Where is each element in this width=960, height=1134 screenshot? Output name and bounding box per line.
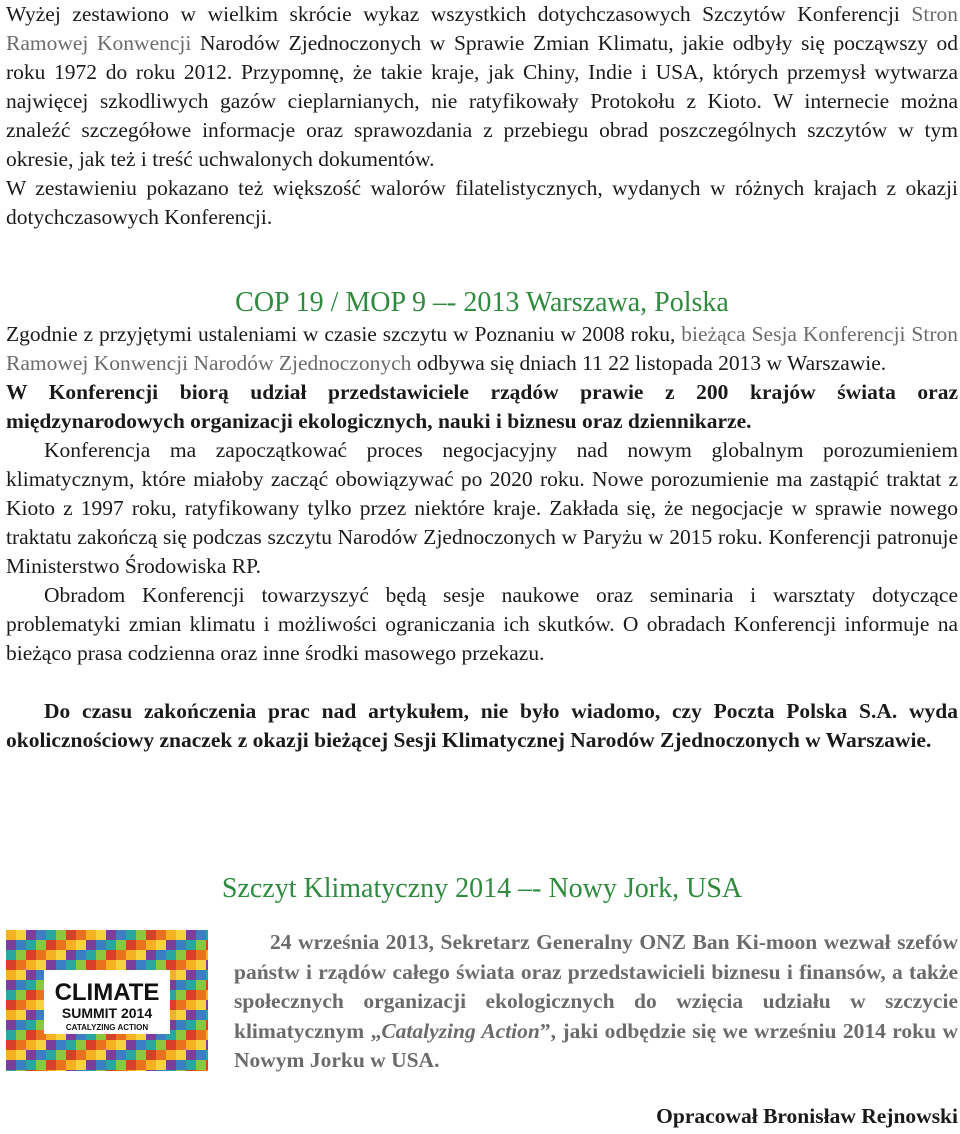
logo-mosaic-tile <box>16 940 26 950</box>
logo-mosaic-tile <box>56 1070 66 1071</box>
logo-mosaic-tile <box>56 930 66 940</box>
intro-section <box>6 0 958 232</box>
logo-mosaic-tile <box>26 950 36 960</box>
logo-mosaic-tile <box>146 960 156 970</box>
logo-mosaic-tile <box>156 1040 166 1050</box>
intro-link[interactable]: Stron Ramowej Konwencji <box>6 2 958 55</box>
logo-mosaic-tile <box>26 1060 36 1070</box>
logo-mosaic-tile <box>56 1060 66 1070</box>
logo-mosaic-tile <box>146 1060 156 1070</box>
logo-mosaic-tile <box>146 1040 156 1050</box>
logo-mosaic-tile <box>176 930 186 940</box>
logo-mosaic-tile <box>66 930 76 940</box>
logo-mosaic-tile <box>146 1070 156 1071</box>
logo-mosaic-tile <box>116 1040 126 1050</box>
logo-mosaic-tile <box>176 1060 186 1070</box>
logo-mosaic-tile <box>196 1060 206 1070</box>
logo-mosaic-tile <box>126 1040 136 1050</box>
logo-mosaic-tile <box>66 1060 76 1070</box>
logo-mosaic-tile <box>56 1040 66 1050</box>
logo-mosaic-tile <box>6 1040 16 1050</box>
climate-summit-logo <box>6 930 208 1071</box>
logo-mosaic-tile <box>196 950 206 960</box>
logo-mosaic-tile <box>126 950 136 960</box>
logo-mosaic-tile <box>36 940 46 950</box>
logo-mosaic-tile <box>96 1040 106 1050</box>
logo-mosaic-tile <box>186 980 196 990</box>
logo-mosaic-tile <box>66 1040 76 1050</box>
logo-mosaic-tile <box>186 1070 196 1071</box>
logo-mosaic-tile <box>76 930 86 940</box>
logo-mosaic-tile <box>186 990 196 1000</box>
logo-mosaic-tile <box>56 1050 66 1060</box>
logo-mosaic-tile <box>176 1040 186 1050</box>
logo-mosaic-tile <box>76 1040 86 1050</box>
logo-text-climate: CLIMATE <box>54 979 160 1006</box>
logo-mosaic-tile <box>206 1060 208 1070</box>
logo-mosaic-tile <box>6 930 16 940</box>
logo-mosaic-tile <box>136 1070 146 1071</box>
logo-mosaic-tile <box>106 1060 116 1070</box>
logo-mosaic-tile <box>176 1010 186 1020</box>
logo-mosaic-tile <box>196 1020 206 1030</box>
logo-mosaic-tile <box>76 940 86 950</box>
logo-mosaic-tile <box>136 1050 146 1060</box>
logo-mosaic-tile <box>186 1050 196 1060</box>
logo-mosaic-tile <box>176 1030 186 1040</box>
logo-mosaic-tile <box>76 1060 86 1070</box>
logo-mosaic-tile <box>56 960 66 970</box>
logo-mosaic-tile <box>196 930 206 940</box>
summit2014-text-a: 24 września 2013, Sekretarz Generalny ONZ Ban Ki-moon wezwał szefów państw i rządów całego świata oraz przedstawicieli biznesu i finansów, a także społecznych organizacji ekologicznych do wzięcia udziału w szczycie klimatycznym „ <box>234 930 958 1043</box>
logo-mosaic-tile <box>116 930 126 940</box>
intro-paragraph-2: W zestawieniu pokazano też większość walorów filatelistycznych, wydanych w różnych krajach z okazji dotychczasowych Konferencji. <box>6 176 958 229</box>
logo-mosaic-tile <box>166 1050 176 1060</box>
logo-mosaic-tile <box>26 940 36 950</box>
logo-mosaic-tile <box>156 960 166 970</box>
cop19-paragraph-4: Obradom Konferencji towarzyszyć będą sesje naukowe oraz seminaria i warsztaty dotyczące problematyki zmian klimatu i możliwości ograniczania ich skutków. O obradach Konferencji informuje na bieżąco prasa codzienna oraz inne środki masowego przekazu. <box>6 583 958 665</box>
logo-mosaic-tile <box>16 1070 26 1071</box>
logo-mosaic-tile <box>86 960 96 970</box>
summit2014-text-b: ”, jaki odbędzie się we wrześniu 2014 roku w Nowym Jorku w USA. <box>234 1018 958 1072</box>
logo-mosaic-tile <box>86 1050 96 1060</box>
logo-mosaic-tile <box>166 930 176 940</box>
logo-mosaic-tile <box>26 970 36 980</box>
logo-mosaic-tile <box>96 1050 106 1060</box>
logo-mosaic-tile <box>186 1010 196 1020</box>
cop19-text-b: odbywa się dniach 11 22 listopada 2013 w Warszawie. <box>411 351 887 375</box>
cop19-paragraph-1 <box>6 320 958 378</box>
logo-mosaic-tile <box>176 970 186 980</box>
logo-mosaic-tile <box>66 1070 76 1071</box>
logo-text-summit: SUMMIT 2014 <box>61 1005 153 1021</box>
logo-mosaic-tile <box>176 990 186 1000</box>
logo-mosaic-tile <box>156 940 166 950</box>
logo-mosaic-tile <box>206 940 208 950</box>
logo-mosaic-tile <box>166 1070 176 1071</box>
logo-mosaic-tile <box>66 1050 76 1060</box>
logo-mosaic-tile <box>46 1060 56 1070</box>
logo-mosaic-tile <box>66 950 76 960</box>
logo-mosaic-tile <box>6 970 16 980</box>
logo-mosaic-tile <box>116 950 126 960</box>
logo-mosaic-tile <box>106 1070 116 1071</box>
logo-mosaic-tile <box>186 960 196 970</box>
logo-mosaic-tile <box>146 950 156 960</box>
logo-mosaic-tile <box>136 930 146 940</box>
logo-mosaic-tile <box>26 1040 36 1050</box>
logo-mosaic-tile <box>196 990 206 1000</box>
logo-mosaic-tile <box>6 1060 16 1070</box>
logo-mosaic-tile <box>136 940 146 950</box>
logo-mosaic-tile <box>96 930 106 940</box>
logo-mosaic-tile <box>156 1050 166 1060</box>
logo-mosaic-tile <box>206 970 208 980</box>
logo-mosaic-tile <box>206 980 208 990</box>
logo-mosaic-tile <box>26 960 36 970</box>
logo-mosaic-tile <box>16 930 26 940</box>
logo-mosaic-tile <box>186 930 196 940</box>
logo-mosaic-tile <box>26 1070 36 1071</box>
logo-mosaic-tile <box>86 1040 96 1050</box>
logo-mosaic-tile <box>206 960 208 970</box>
logo-mosaic-tile <box>66 960 76 970</box>
logo-mosaic-tile <box>16 970 26 980</box>
logo-mosaic-tile <box>176 940 186 950</box>
logo-mosaic-tile <box>206 1000 208 1010</box>
logo-mosaic-tile <box>186 970 196 980</box>
intro-text-b: Narodów Zjednoczonych w Sprawie Zmian Klimatu, jakie odbyły się począwszy od roku 1972 do roku 2012. Przypomnę, że takie kraje, jak Chiny, Indie i USA, których przemysł wytwarza najwięcej szkodliwych gazów cieplarnianych, nie ratyfikowały Protokołu z Kioto. W internecie można znaleźć szczegółowe informacje oraz sprawozdania z przebiegu obrad poszczególnych szczytów w tym okresie, jak też i treść uchwalonych dokumentów. <box>6 31 958 171</box>
summit2014-heading: Szczyt Klimatyczny 2014 –- Nowy Jork, USA <box>221 873 743 904</box>
logo-mosaic-tile <box>16 1030 26 1040</box>
logo-mosaic-tile <box>26 1030 36 1040</box>
logo-mosaic-tile <box>56 950 66 960</box>
logo-mosaic-tile <box>86 950 96 960</box>
logo-mosaic-tile <box>36 960 46 970</box>
logo-mosaic-tile <box>126 1070 136 1071</box>
logo-mosaic-tile <box>186 950 196 960</box>
logo-mosaic-tile <box>86 930 96 940</box>
logo-mosaic-tile <box>46 950 56 960</box>
logo-mosaic-tile <box>76 960 86 970</box>
logo-mosaic-tile <box>106 960 116 970</box>
logo-mosaic-tile <box>26 1000 36 1010</box>
logo-mosaic-tile <box>96 960 106 970</box>
logo-mosaic-tile <box>6 1050 16 1060</box>
logo-mosaic-tile <box>166 960 176 970</box>
logo-mosaic-tile <box>86 940 96 950</box>
logo-mosaic-tile <box>36 1050 46 1060</box>
logo-mosaic-tile <box>176 1050 186 1060</box>
logo-mosaic-tile <box>176 1000 186 1010</box>
logo-mosaic-tile <box>166 940 176 950</box>
logo-mosaic-tile <box>36 1040 46 1050</box>
logo-mosaic-tile <box>16 1000 26 1010</box>
summit2014-text <box>234 928 958 1076</box>
logo-mosaic-tile <box>46 1070 56 1071</box>
logo-mosaic-tile <box>106 930 116 940</box>
logo-mosaic-tile <box>196 940 206 950</box>
logo-mosaic-tile <box>156 950 166 960</box>
cop19-link[interactable]: bieżąca Sesja Konferencji Stron Ramowej Konwencji Narodów Zjednoczonych <box>6 322 958 375</box>
logo-mosaic-tile <box>56 940 66 950</box>
logo-mosaic-tile <box>96 1060 106 1070</box>
logo-mosaic-tile <box>16 1020 26 1030</box>
logo-mosaic-tile <box>176 960 186 970</box>
logo-mosaic-tile <box>76 1070 86 1071</box>
logo-mosaic-tile <box>196 1070 206 1071</box>
author-signature: Opracował Bronisław Rejnowski <box>656 1104 958 1128</box>
logo-mosaic-tile <box>6 1000 16 1010</box>
logo-mosaic-tile <box>126 930 136 940</box>
logo-mosaic-tile <box>126 1050 136 1060</box>
logo-mosaic-tile <box>196 1040 206 1050</box>
logo-mosaic-tile <box>16 960 26 970</box>
logo-mosaic-tile <box>16 950 26 960</box>
cop19-heading: COP 19 / MOP 9 –- 2013 Warszawa, Polska <box>235 287 729 318</box>
logo-mosaic-tile <box>16 1040 26 1050</box>
logo-mosaic-tile <box>166 1060 176 1070</box>
logo-mosaic-tile <box>116 1070 126 1071</box>
logo-mosaic-tile <box>206 1020 208 1030</box>
logo-mosaic-tile <box>116 1060 126 1070</box>
logo-mosaic-tile <box>206 1050 208 1060</box>
cop19-text-a: Zgodnie z przyjętymi ustaleniami w czasie szczytu w Poznaniu w 2008 roku, <box>6 322 682 346</box>
logo-mosaic-tile <box>96 950 106 960</box>
logo-mosaic-tile <box>46 940 56 950</box>
logo-mosaic-tile <box>66 940 76 950</box>
logo-mosaic-tile <box>26 980 36 990</box>
logo-mosaic-tile <box>106 940 116 950</box>
logo-mosaic-tile <box>16 990 26 1000</box>
logo-mosaic-tile <box>186 1040 196 1050</box>
logo-mosaic-tile <box>6 1030 16 1040</box>
logo-mosaic-tile <box>6 1070 16 1071</box>
logo-mosaic-tile <box>26 1010 36 1020</box>
logo-mosaic-tile <box>126 940 136 950</box>
logo-mosaic-tile <box>96 1070 106 1071</box>
cop19-stamp-note: Do czasu zakończenia prac nad artykułem, nie było wiadomo, czy Poczta Polska S.A. wyda okolicznościowy znaczek z okazji bieżącej Sesji Klimatycznej Narodów Zjednoczonych w Warszawie. <box>6 699 958 752</box>
logo-mosaic-tile <box>16 1060 26 1070</box>
logo-mosaic-tile <box>206 1070 208 1071</box>
logo-mosaic-tile <box>146 940 156 950</box>
logo-mosaic-tile <box>206 1030 208 1040</box>
logo-text-tagline: CATALYZING ACTION <box>65 1023 149 1032</box>
logo-mosaic-tile <box>196 970 206 980</box>
logo-mosaic-tile <box>176 1020 186 1030</box>
logo-mosaic-tile <box>6 1020 16 1030</box>
logo-mosaic-tile <box>186 1060 196 1070</box>
logo-mosaic-tile <box>196 960 206 970</box>
logo-mosaic-tile <box>26 930 36 940</box>
logo-mosaic-tile <box>36 1070 46 1071</box>
logo-mosaic-tile <box>16 1010 26 1020</box>
logo-mosaic-tile <box>146 1050 156 1060</box>
logo-mosaic-tile <box>206 990 208 1000</box>
logo-mosaic-tile <box>136 1060 146 1070</box>
logo-mosaic-tile <box>6 950 16 960</box>
logo-mosaic-tile <box>16 1050 26 1060</box>
logo-mosaic-tile <box>46 1040 56 1050</box>
logo-mosaic-tile <box>116 960 126 970</box>
logo-mosaic-tile <box>196 1030 206 1040</box>
logo-mosaic-tile <box>186 1000 196 1010</box>
logo-mosaic-tile <box>206 1010 208 1020</box>
logo-mosaic-tile <box>176 980 186 990</box>
logo-mosaic-tile <box>206 950 208 960</box>
logo-mosaic-tile <box>96 940 106 950</box>
logo-mosaic-tile <box>6 990 16 1000</box>
cop19-section <box>6 286 958 755</box>
logo-mosaic-tile <box>166 950 176 960</box>
logo-mosaic-tile <box>136 1040 146 1050</box>
logo-mosaic-tile <box>76 950 86 960</box>
logo-mosaic-tile <box>206 930 208 940</box>
logo-mosaic-tile <box>46 930 56 940</box>
logo-mosaic-tile <box>196 1050 206 1060</box>
logo-mosaic-tile <box>86 1070 96 1071</box>
logo-mosaic-tile <box>16 980 26 990</box>
logo-mosaic-tile <box>76 1050 86 1060</box>
logo-mosaic-tile <box>156 930 166 940</box>
logo-mosaic-tile <box>106 950 116 960</box>
logo-mosaic-tile <box>86 1060 96 1070</box>
logo-mosaic-tile <box>116 1050 126 1060</box>
logo-mosaic-tile <box>46 960 56 970</box>
logo-mosaic-tile <box>186 1030 196 1040</box>
logo-mosaic-tile <box>46 1050 56 1060</box>
intro-paragraph <box>6 0 958 174</box>
logo-mosaic-tile <box>196 980 206 990</box>
logo-mosaic-tile <box>6 960 16 970</box>
logo-mosaic-tile <box>6 980 16 990</box>
logo-mosaic-tile <box>196 1010 206 1020</box>
logo-mosaic-tile <box>166 1040 176 1050</box>
logo-mosaic-tile <box>176 1070 186 1071</box>
logo-mosaic-tile <box>206 1040 208 1050</box>
logo-mosaic-tile <box>36 930 46 940</box>
logo-mosaic-tile <box>116 940 126 950</box>
logo-mosaic-tile <box>26 990 36 1000</box>
logo-mosaic-tile <box>106 1050 116 1060</box>
logo-mosaic-tile <box>126 1060 136 1070</box>
summit2014-section <box>6 872 958 906</box>
logo-mosaic-tile <box>6 940 16 950</box>
cop19-paragraph-3: Konferencja ma zapoczątkować proces negocjacyjny nad nowym globalnym porozumieniem klimatycznym, które miałoby zacząć obowiązywać po 2020 roku. Nowe porozumienie ma zastąpić traktat z Kioto z 1997 roku, ratyfikowany tylko przez niektóre kraje. Zakłada się, że negocjacje w sprawie nowego traktatu zakończą się podczas szczytu Narodów Zjednoczonych w Paryżu w 2015 roku. Konferencji patronuje Ministerstwo Środowiska RP. <box>6 438 958 578</box>
cop19-participants: W Konferencji biorą udział przedstawiciele rządów prawie z 200 krajów świata oraz międzynarodowych organizacji ekologicznych, nauki i biznesu oraz dziennikarze. <box>6 380 958 433</box>
logo-mosaic-tile <box>6 1010 16 1020</box>
logo-mosaic-tile <box>136 950 146 960</box>
logo-mosaic-tile <box>186 940 196 950</box>
logo-mosaic-tile <box>136 960 146 970</box>
logo-mosaic-tile <box>26 1050 36 1060</box>
logo-mosaic-tile <box>176 950 186 960</box>
climate-summit-logo-graphic <box>6 930 208 1071</box>
logo-mosaic-tile <box>146 930 156 940</box>
logo-mosaic-tile <box>36 1060 46 1070</box>
logo-mosaic-tile <box>156 1060 166 1070</box>
logo-mosaic-tile <box>196 1000 206 1010</box>
logo-mosaic-tile <box>106 1040 116 1050</box>
summit2014-italic: Catalyzing Action <box>381 1018 540 1043</box>
logo-mosaic-tile <box>156 1070 166 1071</box>
logo-mosaic-tile <box>36 950 46 960</box>
logo-mosaic-tile <box>26 1020 36 1030</box>
intro-text-a: Wyżej zestawiono w wielkim skrócie wykaz wszystkich dotychczasowych Szczytów Konferencji <box>6 2 912 26</box>
logo-mosaic-tile <box>126 960 136 970</box>
summit2014-paragraph <box>234 928 958 1076</box>
logo-mosaic-tile <box>186 1020 196 1030</box>
